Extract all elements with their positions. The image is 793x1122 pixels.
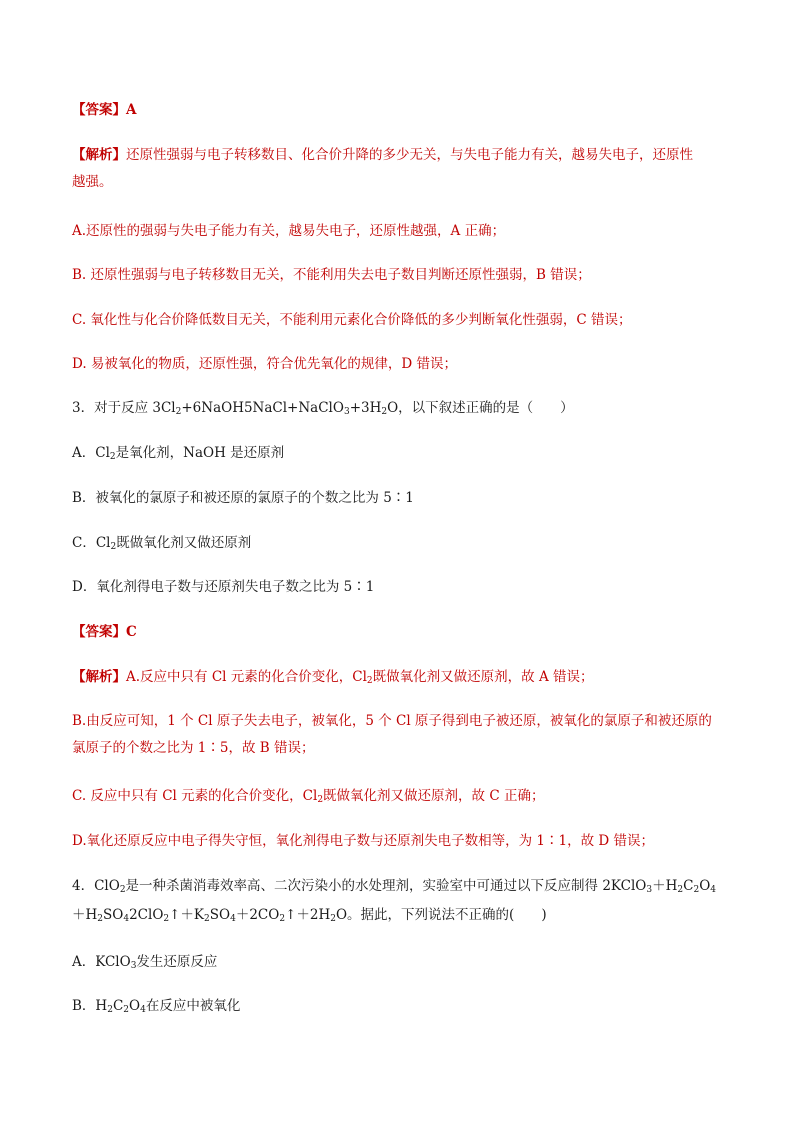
q4-sub: 2: [119, 885, 126, 895]
q4-text: ↑＋2H: [285, 907, 331, 923]
q2-analysis-line1: [72, 145, 732, 165]
analysis-text: A.反应中只有 Cl 元素的化合价变化，Cl: [126, 669, 367, 685]
q3-stem-part: +6NaOH5NaCl+NaClO: [181, 400, 344, 416]
option-text: 在反应中被氧化: [145, 998, 241, 1014]
q3-answer: [72, 622, 732, 642]
option-text: 是氧化剂，NaOH 是还原剂: [115, 445, 285, 461]
analysis-sub: 2: [366, 676, 373, 686]
answer-value: A: [126, 102, 137, 118]
q4-option-b: [72, 996, 732, 1016]
q4-option-a: [72, 952, 732, 972]
q3-stem-sub: 2: [175, 407, 182, 417]
q3-analysis-d: D.氧化还原反应中电子得失守恒，氧化剂得电子数与还原剂失电子数相等，为 1∶1，故 D 错误；: [72, 833, 655, 849]
q2-analysis-line2: 越强。: [72, 174, 113, 190]
q4-stem-line1: [72, 876, 732, 896]
q2-analysis-b: B. 还原性强弱与电子转移数目无关，不能利用失去电子数目判断还原性强弱，B 错误；: [72, 267, 591, 283]
option-sub: 3: [130, 961, 137, 971]
option-text: 发生还原反应: [136, 954, 218, 970]
q3-analysis-c: [72, 786, 732, 806]
q3-stem: [72, 398, 732, 418]
answer-tag: 【答案】: [72, 624, 126, 640]
option-sub: 4: [140, 1005, 146, 1015]
q4-sub: 2: [97, 914, 104, 924]
q3-option-a: [72, 443, 732, 463]
q4-text: C: [683, 878, 694, 894]
q4-stem-line2: [72, 905, 732, 925]
q3-option-d: D．氧化剂得电子数与还原剂失电子数之比为 5∶1: [72, 579, 375, 595]
q2-answer: [72, 100, 732, 120]
option-text: C．Cl: [72, 535, 111, 551]
q4-text: O: [699, 878, 711, 894]
q3-option-b: B．被氧化的氯原子和被还原的氯原子的个数之比为 5∶1: [72, 490, 414, 506]
q2-analysis-a: A.还原性的强弱与失电子能力有关，越易失电子，还原性越强，A 正确；: [72, 223, 506, 239]
q3-stem-part: +3H: [349, 400, 382, 416]
q4-sub: 2: [279, 914, 286, 924]
q4-text: ＋H: [652, 878, 678, 894]
analysis-sub: 2: [317, 795, 324, 805]
q4-sub: 3: [646, 885, 653, 895]
q4-sub: 2: [677, 885, 684, 895]
option-text: O: [129, 998, 141, 1014]
analysis-text: 还原性强弱与电子转移数目、化合价升降的多少无关，与失电子能力有关，越易失电子，还原性: [126, 147, 693, 163]
option-sub: 2: [123, 1005, 130, 1015]
q4-text: ＋2CO: [235, 907, 280, 923]
q3-option-c: [72, 533, 732, 553]
option-text: A．Cl: [72, 445, 110, 461]
option-sub: 2: [110, 542, 117, 552]
analysis-text: 既做氧化剂又做还原剂，故 C 正确；: [323, 788, 545, 804]
q3-analysis-b-line2: 氯原子的个数之比为 1∶5，故 B 错误；: [72, 740, 315, 756]
q4-sub: 4: [123, 914, 130, 924]
option-sub: 2: [109, 452, 116, 462]
q4-sub: 2: [204, 914, 210, 924]
answer-value: C: [126, 624, 137, 640]
answer-tag: 【答案】: [72, 102, 126, 118]
q4-sub: 4: [710, 885, 717, 895]
q4-sub: 2: [693, 885, 700, 895]
q4-sub: 2: [163, 914, 170, 924]
q4-sub: 2: [330, 914, 336, 924]
q3-stem-part: O，以下叙述正确的是（ ）: [387, 400, 574, 416]
q4-text: 是一种杀菌消毒效率高、二次污染小的水处理剂，实验室中可通过以下反应制得 2KClO: [125, 878, 647, 894]
q4-text: 2ClO: [129, 907, 164, 923]
q4-text: O。据此，下列说法不正确的( ): [335, 907, 547, 923]
option-text: A．KClO: [72, 954, 131, 970]
analysis-tag: 【解析】: [72, 147, 126, 163]
option-sub: 2: [107, 1005, 113, 1015]
q3-stem-part: 3．对于反应 3Cl: [72, 400, 176, 416]
option-text: B．H: [72, 998, 108, 1014]
q4-text: ＋H: [72, 907, 98, 923]
analysis-text: C. 反应中只有 Cl 元素的化合价变化，Cl: [72, 788, 318, 804]
q4-text: ↑＋K: [169, 907, 205, 923]
q2-analysis-c: C. 氧化性与化合价降低数目无关，不能利用元素化合价降低的多少判断氧化性强弱，C 错误；: [72, 312, 632, 328]
q3-stem-sub: 2: [381, 407, 388, 417]
analysis-tag: 【解析】: [72, 669, 126, 685]
q4-text: 4．ClO: [72, 878, 120, 894]
option-text: C: [112, 998, 124, 1014]
q4-text: SO: [209, 907, 231, 923]
q3-analysis-b-line1: B.由反应可知，1 个 Cl 原子失去电子，被氧化，5 个 Cl 原子得到电子被还原，被氧化的氯原子和被还原的: [72, 713, 712, 729]
q2-analysis-d: D. 易被氧化的物质，还原性强，符合优先氧化的规律，D 错误；: [72, 356, 458, 372]
option-text: 既做氧化剂又做还原剂: [116, 535, 252, 551]
q3-stem-sub: 3: [343, 407, 350, 417]
q3-analysis-a: [72, 667, 732, 687]
analysis-text: 既做氧化剂又做还原剂，故 A 错误；: [372, 669, 594, 685]
q4-text: SO: [103, 907, 124, 923]
q4-sub: 4: [230, 914, 236, 924]
